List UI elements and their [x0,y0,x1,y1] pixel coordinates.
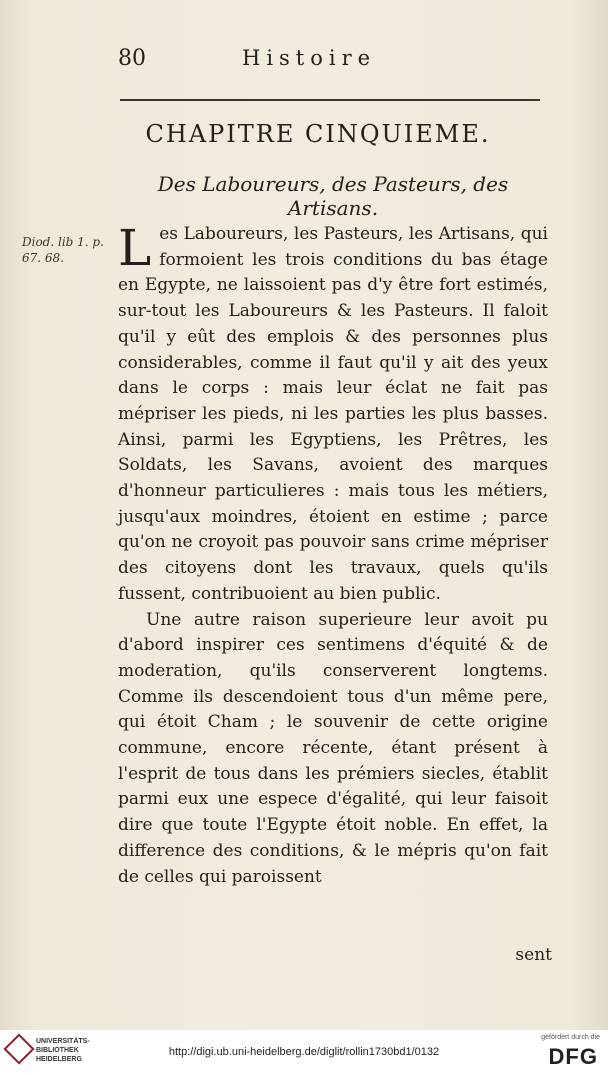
dfg-logo: DFG [548,1044,598,1069]
header-rule [120,99,540,101]
paragraph-1-text: es Laboureurs, les Pasteurs, les Artisans, qui formoient les trois conditions du bas étage en Egypte, ne laissoient pas d'y être fort estimés, sur-tout les Laboureurs & les Pasteurs. Il faloit qu'il y eût des emplois & des personnes plus considerables, comme il faut qu'il y ait des yeux dans le corps : mais leur éclat ne fait pas mépriser les pieds, ni les parties les plus basses. Ainsi, parmi les Egyptiens, les Prêtres, les Soldats, les Savans, avoient des marques d'honneur particulieres : mais tous les métiers, jusqu'aux moindres, étoient en estime ; parce qu'on ne croyoit pas pouvoir sans crime mépriser des citoyens dont les travaux, quels qu'ils fussent, contribuoient au bien public. [118,224,548,604]
paragraph-2: Une autre raison superieure leur avoit pu d'abord inspirer ces sentimens d'équité & de moderation, qu'ils conserverent longtems. Comme ils descendoient tous d'un même pere, qui étoit Cham ; le souvenir de cette origine commune, encore récente, étant présent à l'esprit de tous dans les prémiers siecles, établit parmi eux une espece d'égalité, qui leur faisoit dire que toute l'Egypte étoit noble. En effet, la difference des conditions, & le mépris qu'on fait de celles qui paroissent [118,609,548,887]
body-text [118,219,548,890]
library-name: UNIVERSITÄTS- BIBLIOTHEK HEIDELBERG [36,1038,90,1063]
viewer-footer [0,1030,608,1075]
page-header [112,44,552,80]
margin-note: Diod. lib 1. p. 67. 68. [22,235,104,265]
running-title: Histoire [242,46,377,70]
chapter-subtitle: Des Laboureurs, des Pasteurs, des Artisans. [157,172,509,220]
drop-cap: L [118,219,152,277]
source-url-link[interactable]: http://digi.ub.uni-heidelberg.de/diglit/rollin1730bd1/0132 [168,1046,440,1058]
catchword: sent [515,945,552,965]
paragraph-1 [118,219,548,608]
chapter-title: CHAPITRE CINQUIEME. [145,120,491,148]
page-number: 80 [118,46,146,71]
funding-note: gefördert durch die [541,1034,600,1041]
